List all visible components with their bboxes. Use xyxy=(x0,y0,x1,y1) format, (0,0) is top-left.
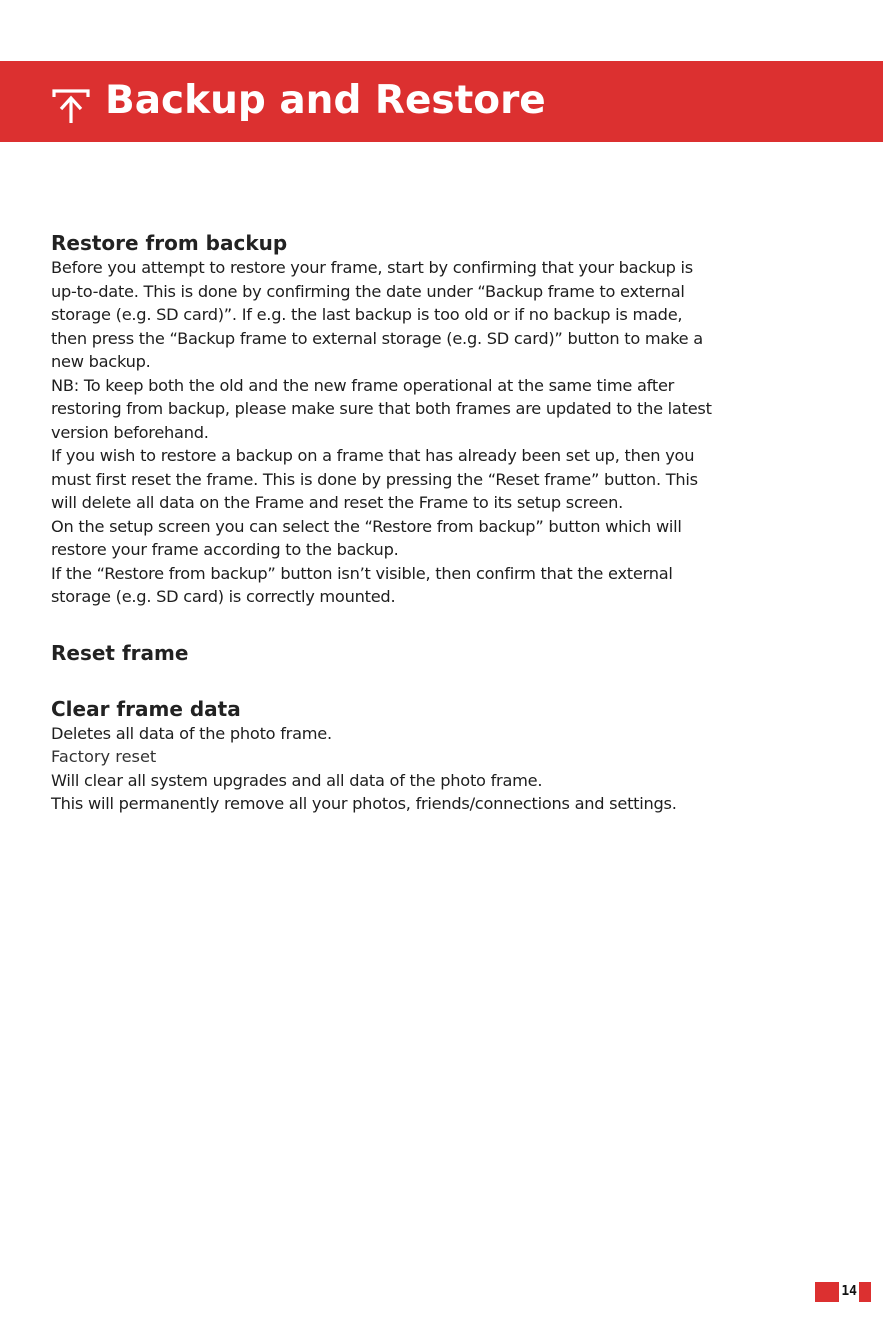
nb-note-line: restoring from backup, please make sure that both frames are updated to the latest xyxy=(51,399,712,418)
page-number-bar-right xyxy=(859,1282,871,1302)
page-title: Backup and Restore xyxy=(105,78,546,123)
nb-note-line: NB: To keep both the old and the new frame operational at the same time after xyxy=(51,375,675,395)
heading-restore-from-backup: Restore from backup xyxy=(51,231,288,255)
page-number-badge xyxy=(815,1282,871,1302)
page-number-bar-left xyxy=(815,1282,839,1302)
paragraph-line: storage (e.g. SD card)”. If e.g. the last backup is too old or if no backup is made, xyxy=(51,305,683,324)
nb-note-line: version beforehand. xyxy=(51,422,209,442)
title-banner xyxy=(0,61,883,142)
clear-description: Deletes all data of the photo frame. xyxy=(51,723,332,743)
paragraph-line: storage (e.g. SD card) is correctly mounted. xyxy=(51,587,396,606)
heading-clear-frame-data: Clear frame data xyxy=(51,696,241,721)
factory-reset-label: Factory reset xyxy=(51,747,157,766)
upload-arrow-icon xyxy=(50,85,92,127)
restore-body xyxy=(51,256,851,609)
paragraph-line: will delete all data on the Frame and reset the Frame to its setup screen. xyxy=(51,493,624,512)
paragraph-line: If you wish to restore a backup on a frame that has already been set up, then you xyxy=(51,446,695,465)
paragraph-line: restore your frame according to the backup. xyxy=(51,540,399,559)
paragraph-line: If the “Restore from backup” button isn’t visible, then confirm that the external xyxy=(51,563,673,583)
factory-reset-description: Will clear all system upgrades and all data of the photo frame. xyxy=(51,770,543,790)
warning-text: This will permanently remove all your photos, friends/connections and settings. xyxy=(51,794,677,813)
paragraph-line: Before you attempt to restore your frame, start by confirming that your backup is xyxy=(51,258,693,277)
paragraph-line: new backup. xyxy=(51,352,151,371)
page-number: 14 xyxy=(841,1284,857,1299)
paragraph-line: On the setup screen you can select the “Restore from backup” button which will xyxy=(51,516,682,536)
paragraph-line: up-to-date. This is done by confirming the date under “Backup frame to external xyxy=(51,281,685,301)
main-content xyxy=(51,230,851,816)
paragraph-line: must first reset the frame. This is done by pressing the “Reset frame” button. This xyxy=(51,469,698,489)
heading-reset-frame: Reset frame xyxy=(51,640,189,665)
paragraph-line: then press the “Backup frame to external storage (e.g. SD card)” button to make a xyxy=(51,328,703,348)
